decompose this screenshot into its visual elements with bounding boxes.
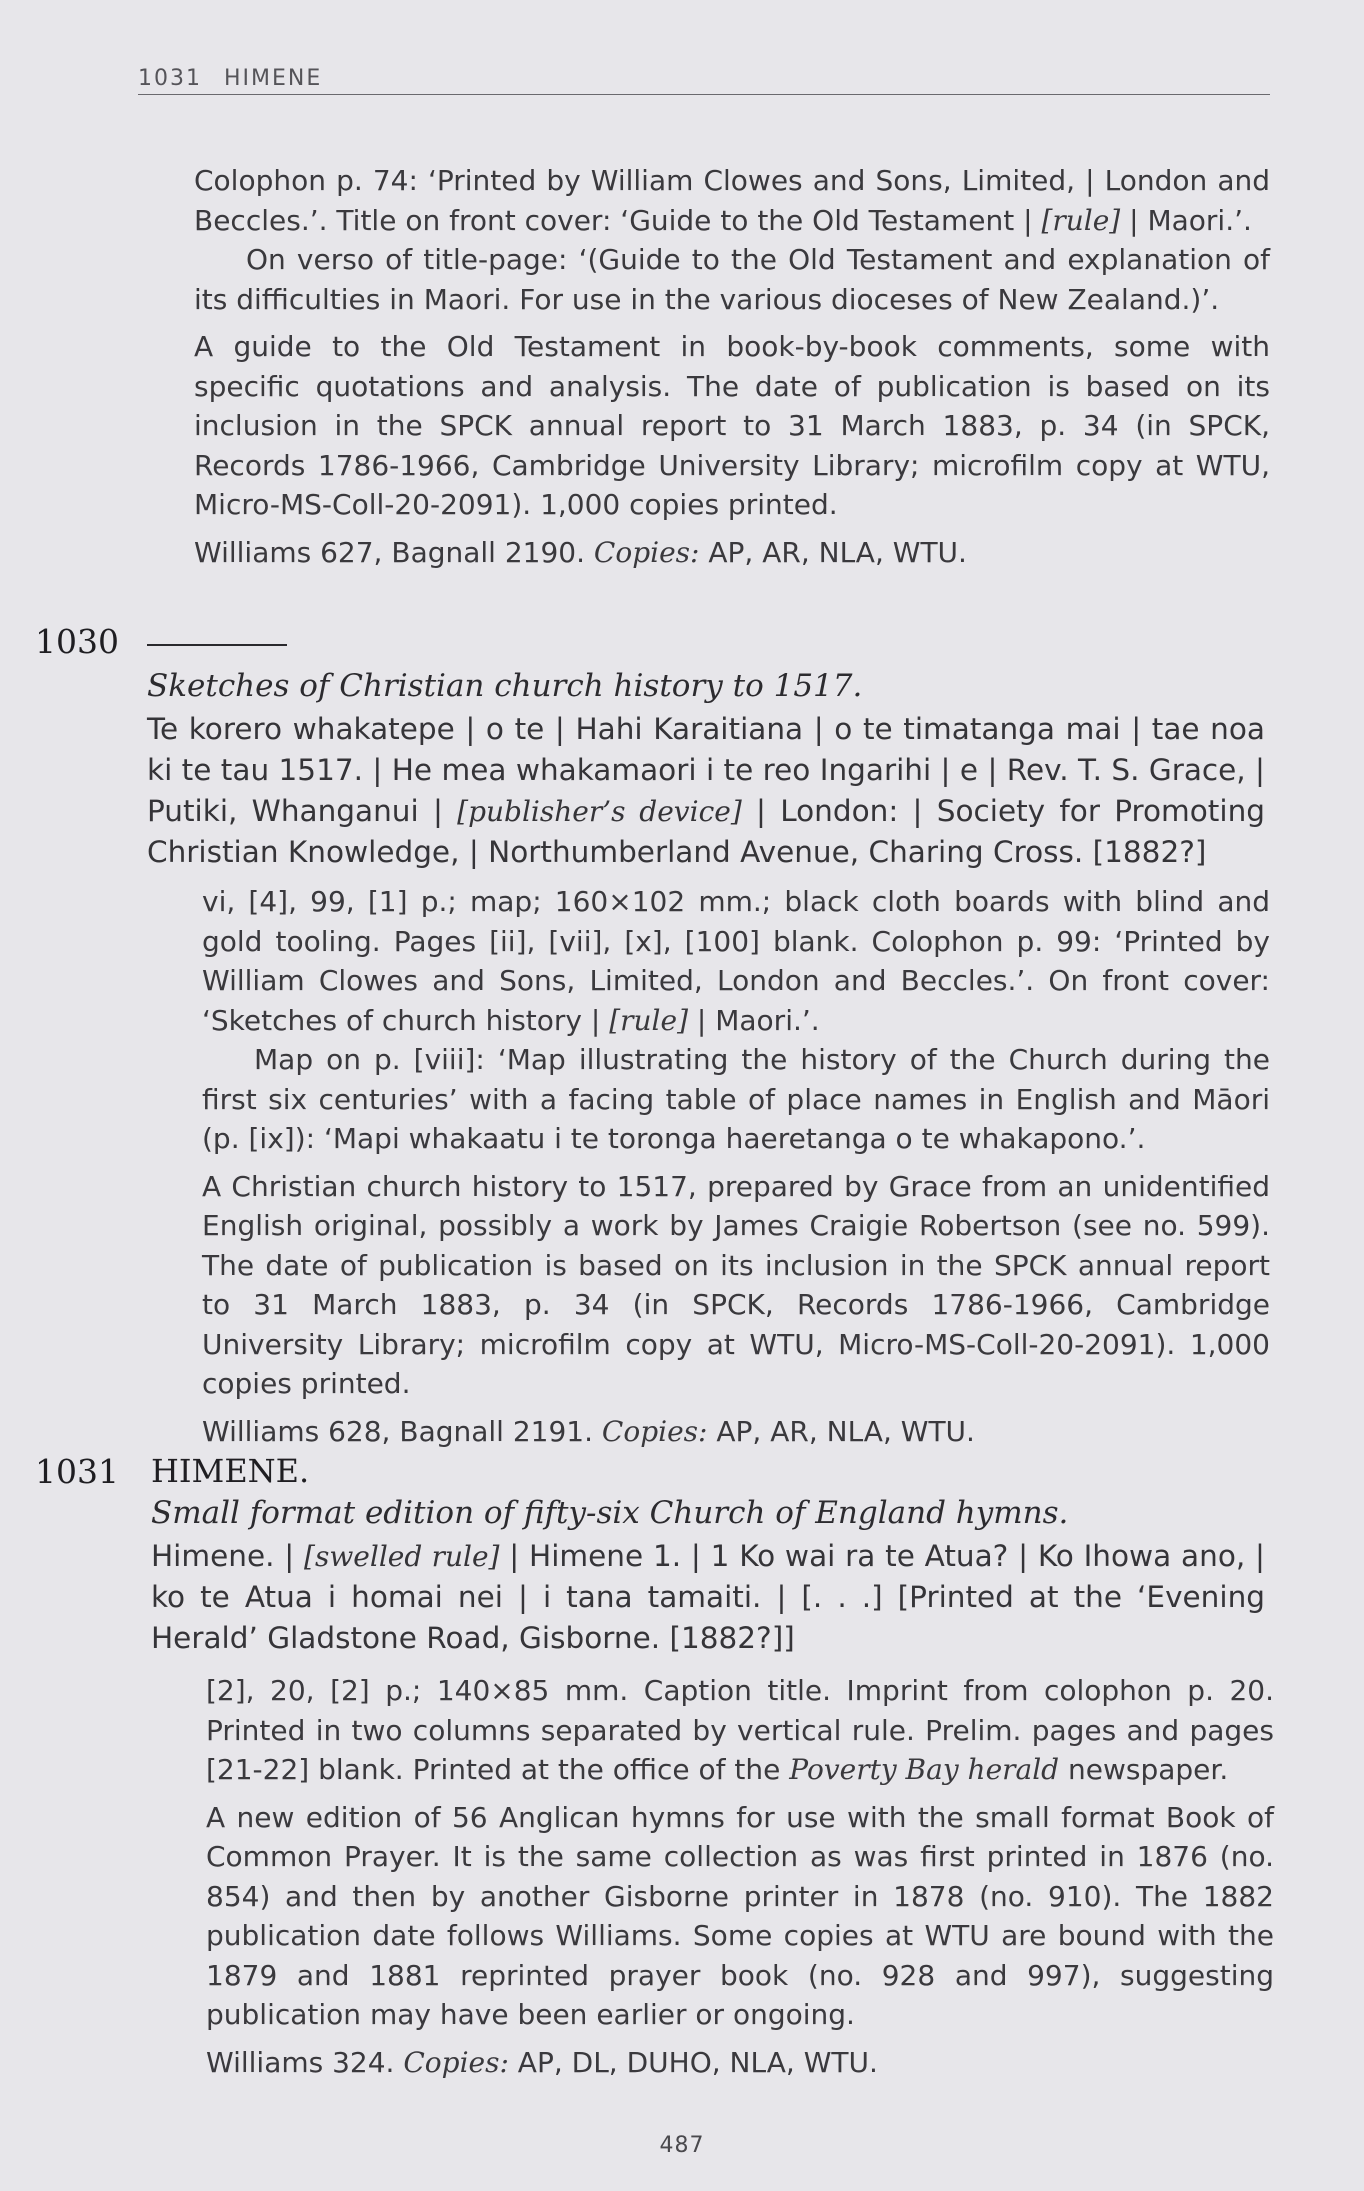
header-title: HIMENE bbox=[224, 66, 323, 91]
entry-1030-subtitle: Sketches of Christian church history to 1517. bbox=[147, 668, 863, 704]
entry-1031-subtitle: Small format edition of fifty-six Church of England hymns. bbox=[151, 1495, 1069, 1531]
reference-line: Williams 324. Copies: AP, DL, DUHO, NLA, WTU. bbox=[206, 2045, 878, 2079]
colophon-paragraph: Colophon p. 74: ‘Printed by William Clowes and Sons, Limited, | London and Beccles.’. Title on front cover: ‘Guide to the Old Testament | [rule] | Maori.’. bbox=[194, 164, 1270, 237]
physical-description: [2], 20, [2] p.; 140×85 mm. Caption title. Imprint from colophon p. 20. Printed in two columns separated by vertical rule. Prelim. pages and pages [21-22] blank. Printed at the office of the Poverty Bay herald newspaper. bbox=[206, 1674, 1274, 1786]
entry-1029-continuation bbox=[194, 161, 1270, 580]
entry-1030-notes bbox=[202, 882, 1270, 1459]
same-author-rule bbox=[147, 644, 287, 646]
running-header bbox=[138, 66, 1270, 95]
entry-1031-heading: HIMENE. bbox=[151, 1452, 310, 1490]
edition-note: A new edition of 56 Anglican hymns for use with the small format Book of Common Prayer. It is the same collection as was first printed in 1876 (no. 854) and then by another Gisborne printer in 1878 (no. 910). The 1882 publication date follows Williams. Some copies at WTU are bound with the 1879 and 1881 reprinted prayer book (no. 928 and 997), suggesting publication may have been earlier or ongoing. bbox=[206, 1800, 1274, 2031]
description-paragraph: A guide to the Old Testament in book-by-book comments, some with specific quotations and analysis. The date of publication is based on its inclusion in the SPCK annual report to 31 March 1883, p. 34 (in SPCK, Records 1786-1966, Cambridge University Library; microfilm copy at WTU, Micro-MS-Coll-20-2091). 1,000 copies printed. bbox=[194, 330, 1270, 521]
entry-number-1030: 1030 bbox=[35, 622, 119, 661]
map-note: Map on p. [viii]: ‘Map illustrating the history of the Church during the first six centuries’ with a facing table of place names in English and Māori (p. [ix]): ‘Mapi whakaatu i te toronga haeretanga o te whakapono.’. bbox=[202, 1043, 1270, 1155]
physical-description: vi, [4], 99, [1] p.; map; 160×102 mm.; black cloth boards with blind and gold tooling. Pages [ii], [vii], [x], [100] blank. Colophon p. 99: ‘Printed by William Clowes and Sons, Limited, London and Beccles.’. On front cover: ‘Sketches of church history | [rule] | Maori.’. bbox=[202, 885, 1270, 1037]
entry-1031-title-transcription: Himene. | [swelled rule] | Himene 1. | 1 Ko wai ra te Atua? | Ko Ihowa ano, | ko te Atua i homai nei | i tana tamaiti. | [. . .] [Printed at the ‘Evening Herald’ Gladstone Road, Gisborne. [1882?]] bbox=[151, 1539, 1265, 1655]
entry-1030-title-transcription: Te korero whakatepe | o te | Hahi Karaitiana | o te timatanga mai | tae noa ki te tau 1517. | He mea whakamaori i te reo Ingarihi | e | Rev. T. S. Grace, | Putiki, Whanganui | [publisher’s device] | London: | Society for Promoting Christian Knowledge, | Northumberland Avenue, Charing Cross. [1882?] bbox=[147, 712, 1265, 869]
verso-paragraph: On verso of title-page: ‘(Guide to the Old Testament and explanation of its difficulties in Maori. For use in the various dioceses of New Zealand.)’. bbox=[194, 243, 1270, 316]
reference-line: Williams 627, Bagnall 2190. Copies: AP, AR, NLA, WTU. bbox=[194, 535, 967, 569]
header-entry-ref: 1031 bbox=[138, 66, 202, 91]
page-number: 487 bbox=[659, 2133, 705, 2158]
entry-1031-notes bbox=[206, 1671, 1274, 2090]
entry-number-1031: 1031 bbox=[35, 1452, 119, 1491]
reference-line: Williams 628, Bagnall 2191. Copies: AP, AR, NLA, WTU. bbox=[202, 1414, 975, 1448]
history-note: A Christian church history to 1517, prepared by Grace from an unidentified English original, possibly a work by James Craigie Robertson (see no. 599). The date of publication is based on its inclusion in the SPCK annual report to 31 March 1883, p. 34 (in SPCK, Records 1786-1966, Cambridge University Library; microfilm copy at WTU, Micro-MS-Coll-20-2091). 1,000 copies printed. bbox=[202, 1169, 1270, 1400]
